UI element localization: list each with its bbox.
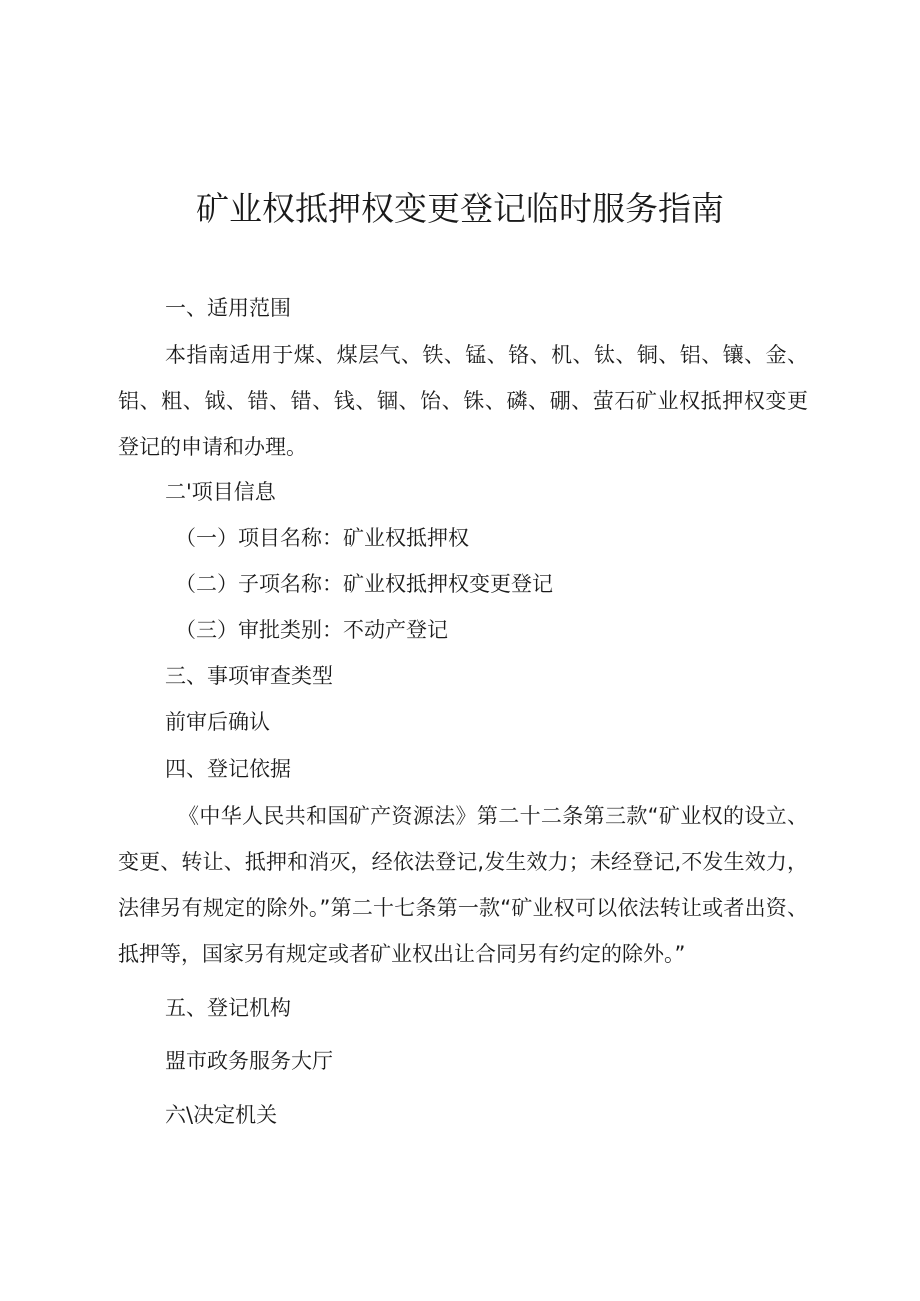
section-heading-review-type: 三、事项审查类型 [165,664,333,688]
section-heading-scope: 一、适用范围 [165,296,291,320]
document-title: 矿业权抵押权变更登记临时服务指南 [196,189,724,228]
section-body-legal-basis: 《中华人民共和国矿产资源法》第二十二条第三款“矿业权的设立、变更、转让、抵押和消灭，经依法登记,发生效力；未经登记,不发生效力，法律另有规定的除外。”第二十七条第一款“矿业权可以依法转让或者出资、抵押等，国家另有规定或者矿业权出让合同另有约定的除外。” [118,804,808,966]
subproject-name-item: （二）子项名称：矿业权抵押权变更登记 [175,572,553,596]
section-heading-project-info: 二'项目信息 [165,480,276,504]
section-body-registration-agency: 盟市政务服务大厅 [165,1049,333,1073]
section-heading-registration-agency: 五、登记机构 [165,996,291,1020]
section-body-scope: 本指南适用于煤、煤层气、铁、锰、铬、机、钛、铜、铝、镶、金、铝、粗、钺、错、错、钱、锢、饴、铢、磷、硼、萤石矿业权抵押权变更登记的申请和办理。 [118,343,808,459]
project-name-item: （一）项目名称：矿业权抵押权 [175,526,469,550]
section-heading-legal-basis: 四、登记依据 [165,757,291,781]
section-body-review-type: 前审后确认 [165,710,270,734]
section-heading-decision-authority: 六\决定机关 [165,1103,278,1127]
approval-category-item: （三）审批类别：不动产登记 [175,618,448,642]
